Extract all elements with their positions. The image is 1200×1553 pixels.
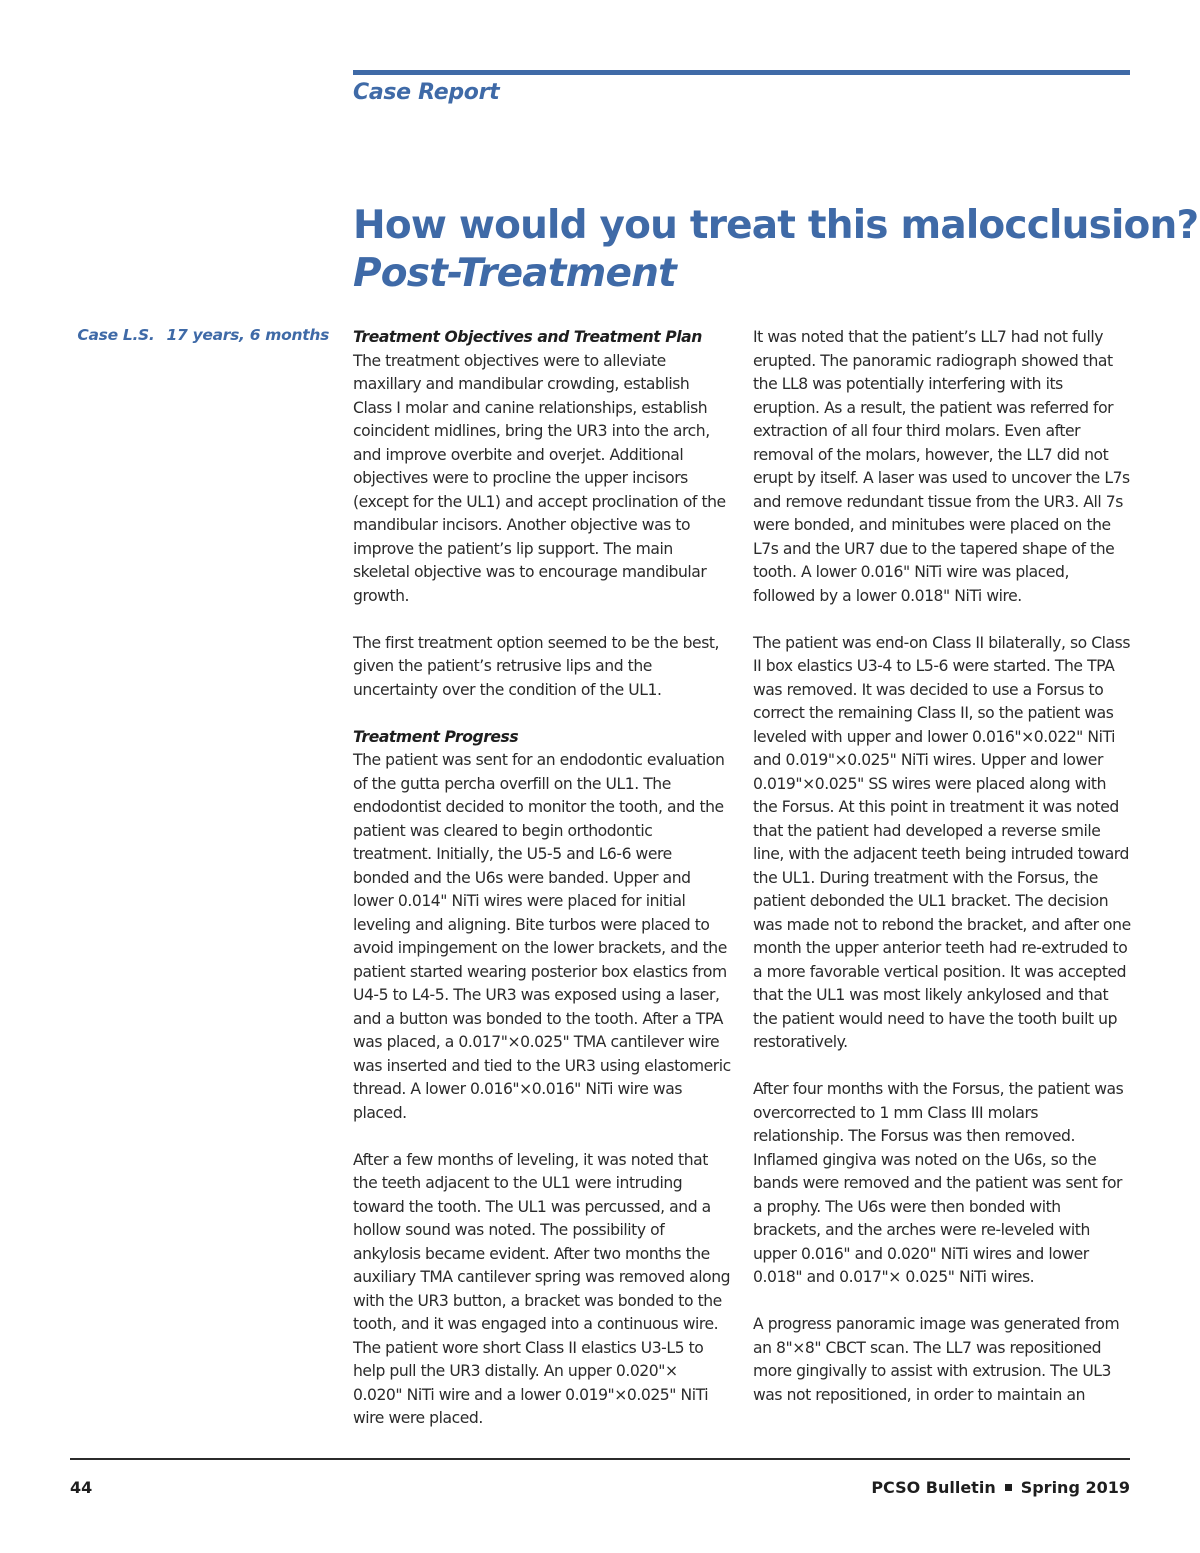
article-title-main: How would you treat this malocclusion? bbox=[353, 203, 1199, 248]
objectives-paragraph: The treatment objectives were to alleviate maxillary and mandibular crowding, establish Class I molar and canine relationships, establish coincident midlines, bring the UR3 into the arch, and improve overbite and overjet. Additional objectives were to procline the upper incisors (except for the UL1) and accept proclination of the mandibular incisors. Another objective was to improve the patient’s lip support. The main skeletal objective was to encourage mandibular growth. bbox=[353, 351, 726, 605]
bullet-separator bbox=[1005, 1484, 1012, 1491]
article-subtitle: Post-Treatment bbox=[353, 251, 676, 296]
case-id: Case L.S. bbox=[77, 326, 155, 344]
journal-name: PCSO Bulletin bbox=[871, 1478, 996, 1497]
case-info bbox=[77, 326, 329, 344]
right-paragraph-2: The patient was end-on Class II bilaterally, so Class II box elastics U3-4 to L5-6 were started. The TPA was removed. It was decided to use a Forsus to correct the remaining Class II, so the patient was leveled with upper and lower 0.016"×0.022" NiTi and 0.019"×0.025" NiTi wires. Upper and lower 0.019"×0.025" SS wires were placed along with the Forsus. At this point in treatment it was noted that the patient had developed a reverse smile line, with the adjacent teeth being intruded toward the UL1. During treatment with the Forsus, the patient debonded the UL1 bracket. The decision was made not to rebond the bracket, and after one month the upper anterior teeth had re-extruded to a more favorable vertical position. It was accepted that the UL1 was most likely ankylosed and that the patient would need to have the tooth built up restoratively. bbox=[753, 633, 1131, 1051]
objectives-section bbox=[353, 326, 731, 608]
right-paragraph-4: A progress panoramic image was generated from an 8"×8" CBCT scan. The LL7 was repositioned more gingivally to assist with extrusion. The UL3 was not repositioned, in order to maintain an bbox=[753, 1315, 1120, 1404]
header-rule bbox=[353, 70, 1130, 75]
progress-paragraph-1: The patient was sent for an endodontic evaluation of the gutta percha overfill on the UL1. The endodontist decided to monitor the tooth, and the patient was cleared to begin orthodontic treatment. Initially, the U5-5 and L6-6 were bonded and the U6s were banded. Upper and lower 0.014" NiTi wires were placed for initial leveling and aligning. Bite turbos were placed to avoid impingement on the lower brackets, and the patient started wearing posterior box elastics from U4-5 to L4-5. The UR3 was exposed using a laser, and a button was bonded to the tooth. After a TPA was placed, a 0.017"×0.025" TMA cantilever wire was inserted and tied to the UR3 using elastomeric thread. A lower 0.016"×0.016" NiTi wire was placed. bbox=[353, 751, 731, 1122]
page-number: 44 bbox=[70, 1478, 93, 1497]
right-column bbox=[753, 326, 1131, 1431]
objectives-heading: Treatment Objectives and Treatment Plan bbox=[353, 328, 702, 346]
right-paragraph-3: After four months with the Forsus, the patient was overcorrected to 1 mm Class III molars relationship. The Forsus was then removed. Inflamed gingiva was noted on the U6s, so the bands were removed and the patient was sent for a prophy. The U6s were then bonded with brackets, and the arches were re-leveled with upper 0.016" and 0.020" NiTi wires and lower 0.018" and 0.017"× 0.025" NiTi wires. bbox=[753, 1080, 1124, 1286]
progress-section bbox=[353, 726, 731, 1126]
progress-heading: Treatment Progress bbox=[353, 727, 519, 746]
progress-paragraph-2: After a few months of leveling, it was noted that the teeth adjacent to the UL1 were intruding toward the tooth. The UL1 was percussed, and a hollow sound was noted. The possibility of ankylosis became evident. After two months the auxiliary TMA cantilever spring was removed along with the UR3 button, a bracket was bonded to the tooth, and it was engaged into a continuous wire. The patient wore short Class II elastics U3-L5 to help pull the UR3 distally. An upper 0.020"× 0.020" NiTi wire and a lower 0.019"×0.025" NiTi wire were placed. bbox=[353, 1150, 731, 1427]
footer-rule bbox=[70, 1458, 1130, 1460]
section-label: Case Report bbox=[353, 80, 500, 105]
journal-issue: Spring 2019 bbox=[1020, 1478, 1130, 1497]
right-paragraph-1: It was noted that the patient’s LL7 had not fully erupted. The panoramic radiograph showed that the LL8 was potentially interfering with its eruption. As a result, the patient was referred for extraction of all four third molars. Even after removal of the molars, however, the LL7 did not erupt by itself. A laser was used to uncover the L7s and remove redundant tissue from the UR3. All 7s were bonded, and minitubes were placed on the L7s and the UR7 due to the tapered shape of the tooth. A lower 0.016" NiTi wire was placed, followed by a lower 0.018" NiTi wire. bbox=[753, 328, 1130, 605]
journal-info bbox=[871, 1478, 1130, 1497]
treatment-option-paragraph: The first treatment option seemed to be the best, given the patient’s retrusive lips and the uncertainty over the condition of the UL1. bbox=[353, 633, 720, 699]
article-title bbox=[353, 202, 1198, 298]
patient-age: 17 years, 6 months bbox=[166, 326, 329, 344]
left-column bbox=[353, 326, 731, 1454]
